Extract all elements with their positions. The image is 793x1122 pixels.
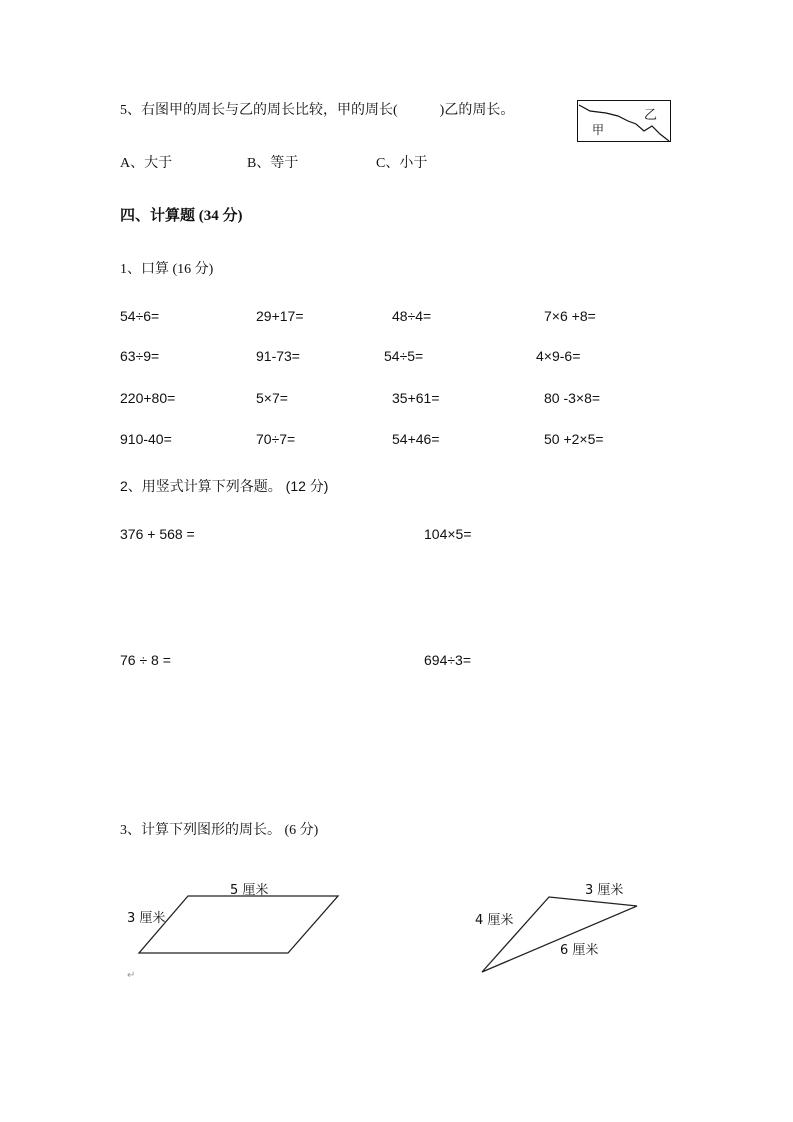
question-5-text: 5、右图甲的周长与乙的周长比较，甲的周长( )乙的周长。	[120, 103, 515, 118]
triangle-side-c-label: 6 厘米	[560, 943, 599, 958]
option-c: C、小于	[376, 156, 428, 171]
parallelogram-top-label: 5 厘米	[230, 883, 269, 898]
oral-calc-r3c2: 5×7=	[256, 390, 288, 406]
triangle-side-b-label: 4 厘米	[475, 913, 514, 928]
oral-calc-r3c3: 35+61=	[392, 390, 440, 406]
vertical-calc-1: 376 + 568 =	[120, 526, 195, 542]
label-yi: 乙	[644, 107, 658, 122]
vertical-calc-4: 694÷3=	[424, 652, 472, 668]
parallelogram-shape	[139, 896, 338, 953]
oral-calc-r4c4: 50 +2×5=	[544, 431, 604, 447]
vertical-calc-3: 76 ÷ 8 =	[120, 652, 171, 668]
oral-calc-r2c3: 54÷5=	[384, 348, 424, 364]
oral-calc-r4c1: 910-40=	[120, 431, 172, 447]
triangle-side-a-label: 3 厘米	[585, 883, 624, 898]
label-jia: 甲	[592, 123, 605, 137]
option-b: B、等于	[247, 156, 299, 171]
part-1-title: 1、口算 (16 分)	[120, 262, 214, 277]
parallelogram-side-label: 3 厘米	[127, 911, 166, 926]
oral-calc-r4c2: 70÷7=	[256, 431, 296, 447]
oral-calc-r1c1: 54÷6=	[120, 308, 160, 324]
section-4-title: 四、计算题 (34 分)	[120, 208, 243, 224]
oral-calc-r1c4: 7×6 +8=	[544, 308, 596, 324]
vertical-calc-2: 104×5=	[424, 526, 472, 542]
part-2-title: 2、用竖式计算下列各题。 (12 分)	[120, 478, 329, 494]
oral-calc-r2c1: 63÷9=	[120, 348, 160, 364]
return-mark-icon: ↵	[127, 970, 136, 981]
oral-calc-r3c1: 220+80=	[120, 390, 176, 406]
oral-calc-r1c3: 48÷4=	[392, 308, 432, 324]
oral-calc-r2c2: 91-73=	[256, 348, 300, 364]
part-3-title: 3、计算下列图形的周长。 (6 分)	[120, 823, 319, 838]
oral-calc-r4c3: 54+46=	[392, 431, 440, 447]
oral-calc-r3c4: 80 -3×8=	[544, 390, 601, 406]
oral-calc-r1c2: 29+17=	[256, 308, 304, 324]
oral-calc-r2c4: 4×9-6=	[536, 348, 581, 364]
option-a: A、大于	[120, 156, 173, 171]
